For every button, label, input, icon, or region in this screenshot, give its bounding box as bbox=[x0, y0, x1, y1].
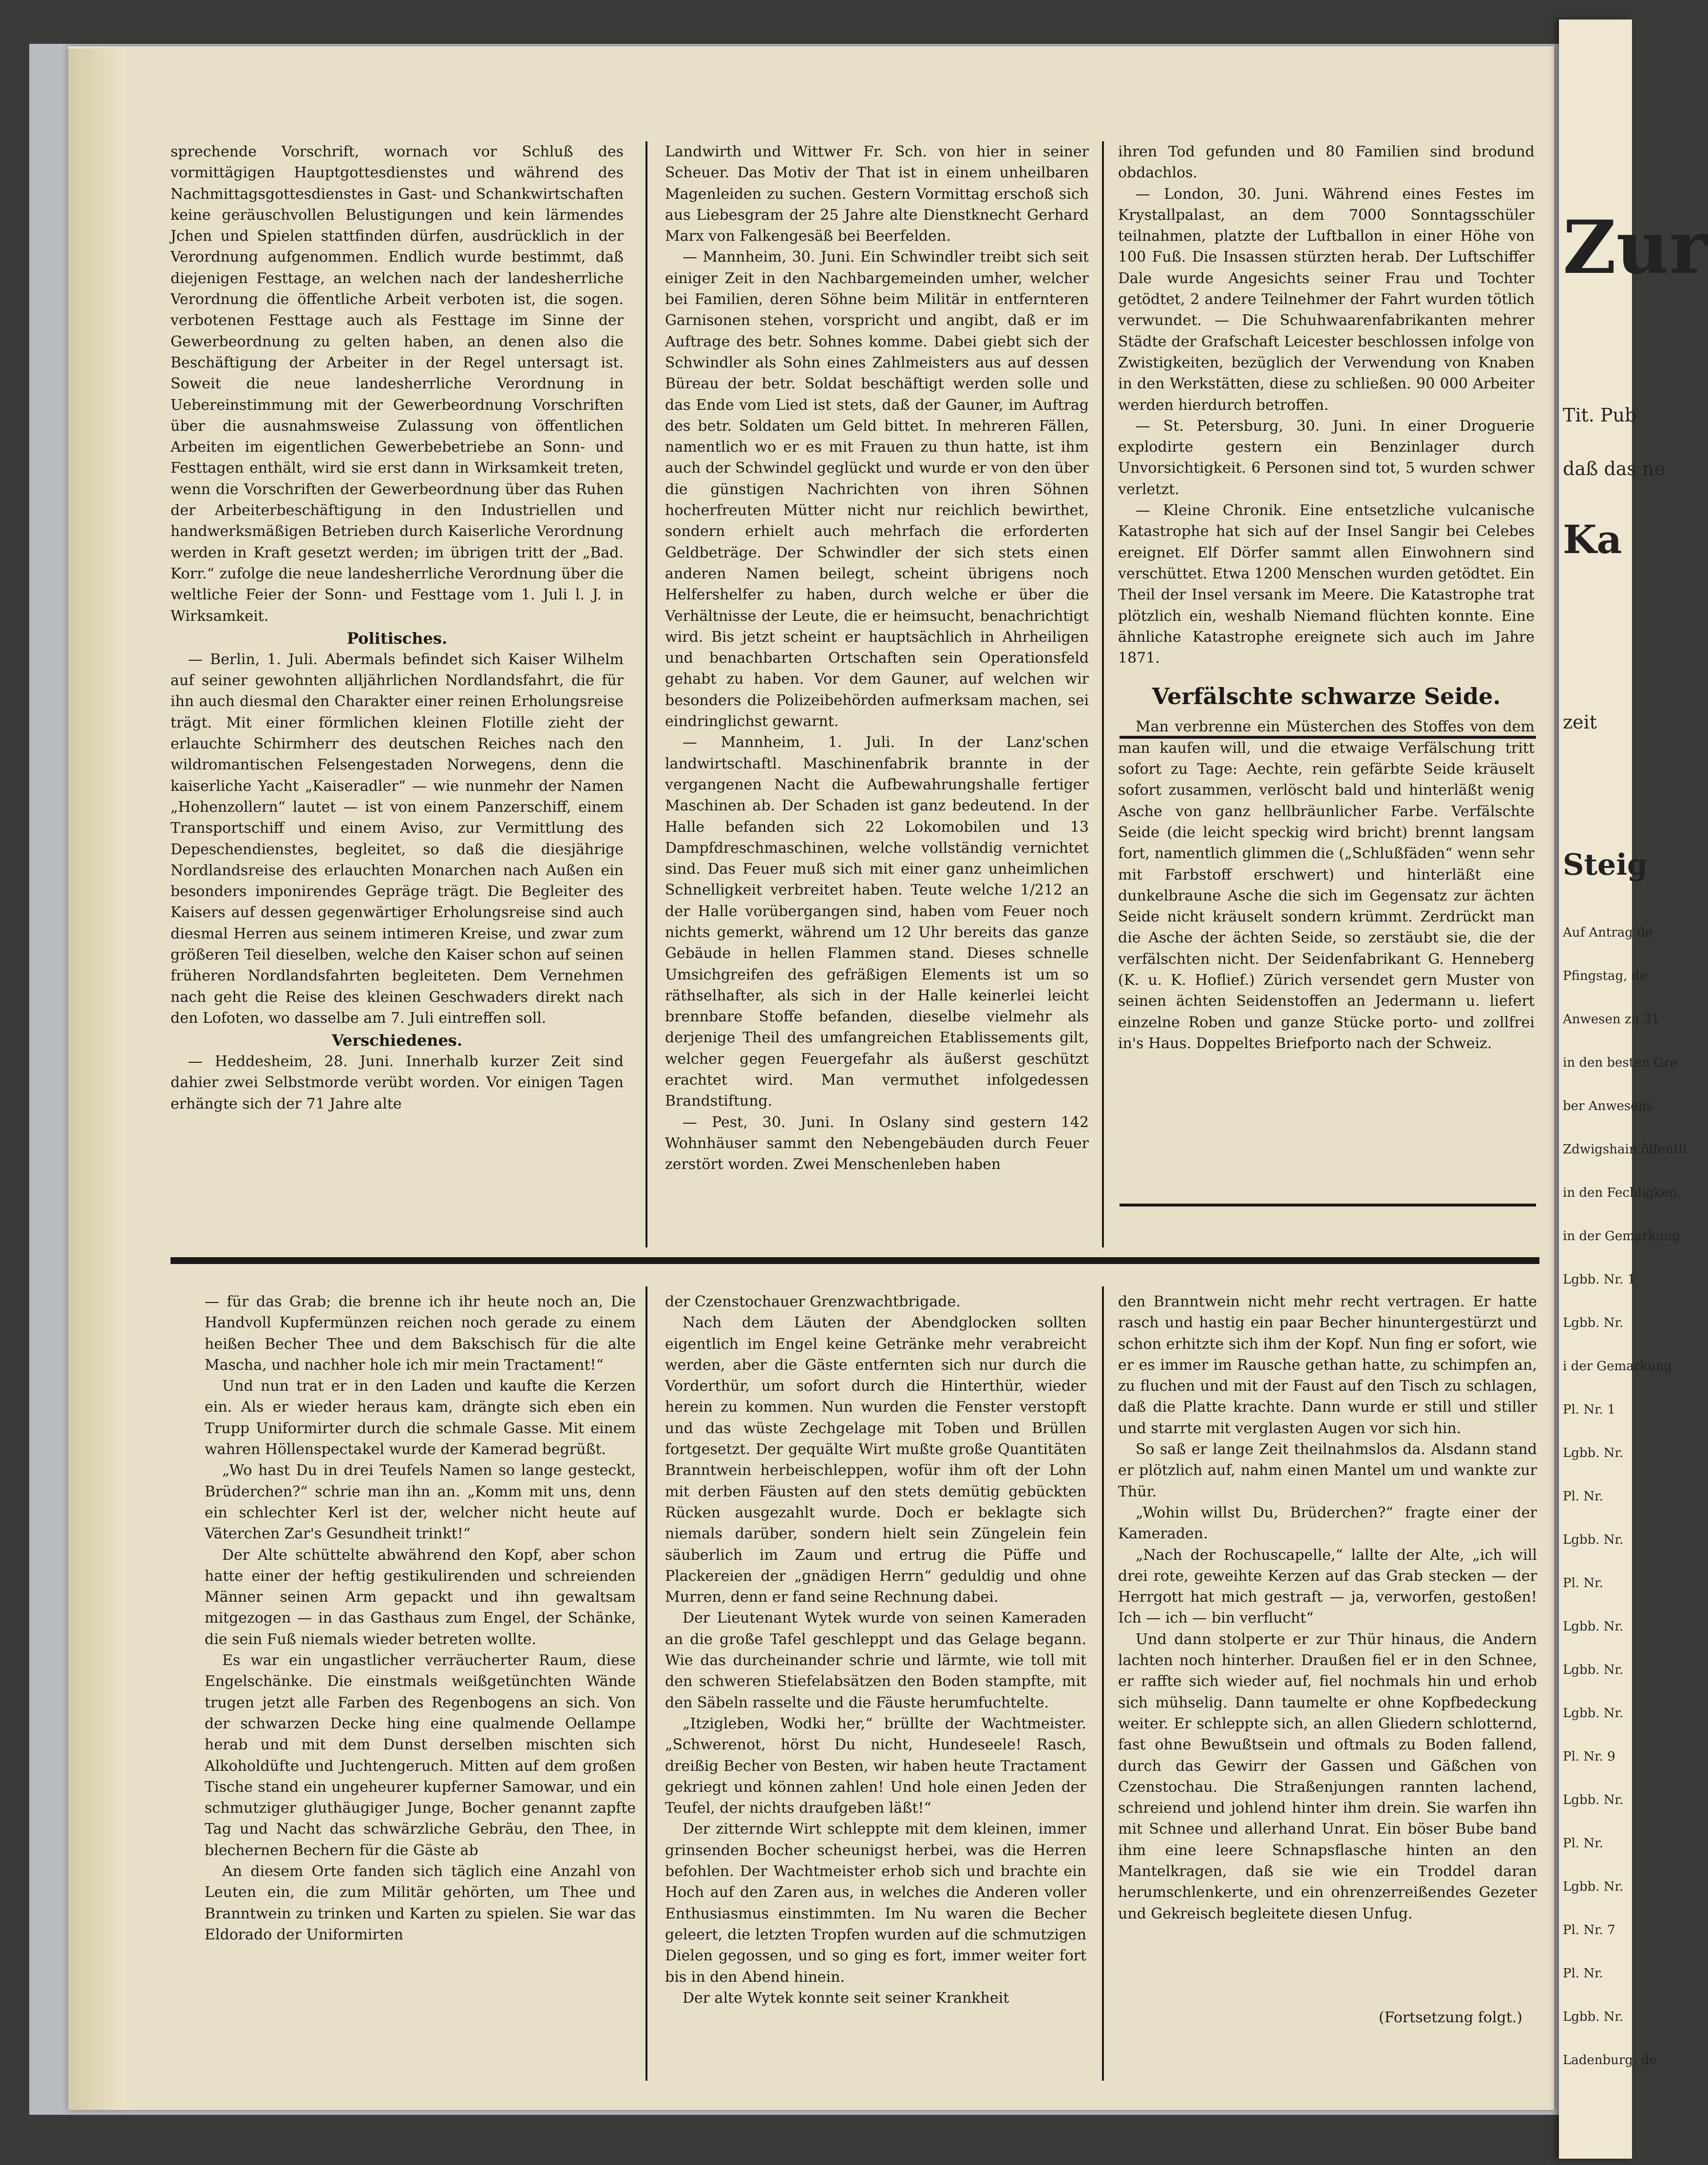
right-page-line: zeit bbox=[1563, 711, 1597, 733]
story-paragraph: An diesem Orte fanden sich täglich eine Anzahl von Leuten ein, die zum Militär gehörten, um Thee und Branntwein zu trinken und Karten zu spielen. Sie war das Eldorado der Uniformirten bbox=[205, 1863, 636, 1943]
right-page-snippet: Ladenburg, de bbox=[1563, 2053, 1657, 2068]
ad-top-rule bbox=[1120, 736, 1536, 739]
story-paragraph: So saß er lange Zeit theilnahmslos da. Alsdann stand er plötzlich auf, nahm einen Mantel um und wankte zur Thür. bbox=[1118, 1441, 1537, 1500]
right-page-snippet: Lgbb. Nr. bbox=[1563, 1663, 1624, 1677]
right-page-snippet: Auf Antrag de bbox=[1563, 925, 1653, 940]
feuilleton-column-2 bbox=[665, 1291, 1086, 2009]
right-page-snippet: Pl. Nr. bbox=[1563, 1966, 1603, 1981]
story-paragraph: Es war ein ungastlicher verräucherter Raum, diese Engelschänke. Die einstmals weißgetünchten Wände trugen jetzt alle Farben des Regenbogens an sich. Von der schwarzen Decke hing eine qualmende Oellampe herab und mit dem Dunst derselben mischten sich Alkoholdüfte und Juchtengeruch. Mitten auf dem großen Tische stand ein ungeheurer kupferner Samowar, und ein schmutziger gluthäugiger Junge, Bocher genannt zapfte Tag und Nacht das schwärzliche Gebräu, den Thee, in blechernen Bechern für die Gäste ab bbox=[205, 1652, 636, 1859]
column-rule bbox=[645, 141, 647, 1247]
right-page-snippet: in den Fechligken, bbox=[1563, 1186, 1682, 1200]
article-mannheim-fire: — Mannheim, 1. Juli. In der Lanz'schen landwirtschaftl. Maschinenfabrik brannte in der vergangenen Nacht die Aufbewahrungshalle fertiger Maschinen ab. Der Schaden ist ganz bedeutend. In der Halle befanden sich 22 Lokomobilen und 13 Dampfdreschmaschinen, welche vollständig vernichtet sind. Das Feuer muß sich mit einer ganz unheimlichen Schnelligkeit verbreitet haben. Teute welche 1/212 an der Halle vorübergangen sind, haben vom Feuer noch nichts gemerkt, während um 12 Uhr bereits das ganze Gebäude in hellen Flammen stand. Dieses schnelle Umsichgreifen des gefräßigen Elements ist um so räthselhafter, als sich in der Halle keinerlei leicht brennbare Stoffe befanden, dieselbe vielmehr als derjenige Theil des umfangreichen Etablissements gilt, welcher gegen Feuergefahr als äußerst geschützt erachtet wird. Man vermuthet infolgedessen Brandstiftung. bbox=[665, 734, 1089, 1110]
right-page-snippet: Pl. Nr. 1 bbox=[1563, 1402, 1615, 1417]
right-page-snippet: Lgbb. Nr. bbox=[1563, 1706, 1624, 1721]
ad-bottom-rule bbox=[1120, 1204, 1536, 1207]
right-page-snippet: Lgbb. Nr. bbox=[1563, 1879, 1624, 1894]
story-paragraph: Der Lieutenant Wytek wurde von seinen Kameraden an die große Tafel geschleppt und das Gelage begann. Wie das durcheinander schrie und lärmte, wie toll mit den schweren Stiefelabsätzen den Boden stampfte, mit den Säbeln rasselte und die Fäuste herumfuchtelte. bbox=[665, 1609, 1086, 1711]
story-paragraph: „Itzigleben, Wodki her,“ brüllte der Wachtmeister. „Schwerenot, hörst Du nicht, Hundeseele! Rasch, dreißig Becher von Besten, wir haben heute Tractament gekriegt und können zahlen! Und hole einen Jeden der Teufel, der nichts draufgeben läßt!“ bbox=[665, 1715, 1086, 1817]
right-page-snippet: Pl. Nr. bbox=[1563, 1836, 1603, 1851]
page-stack-edge bbox=[68, 49, 127, 2110]
story-paragraph: Der alte Wytek konnte seit seiner Krankheit bbox=[683, 1989, 1009, 2007]
article-sunday-rest: sprechende Vorschrift, wornach vor Schluß des vormittägigen Hauptgottesdienstes und während des Nachmittagsgottesdienstes in Gast- und Schankwirtschaften keine geräuschvollen Belustigungen und kein lärmendes Jchen und Spielen stattfinden dürfen, ausdrücklich in der Verordnung aufgenommen. Endlich wurde bestimmt, daß diejenigen Festtage, an welchen nach der landesherrliche Verordnung die öffentliche Arbeit verboten ist, die sogen. verbotenen Festtage auch als Festtage im Sinne der Gewerbeordnung zu gelten haben, an denen also die Beschäftigung der Arbeiter in der Regel untersagt ist. Soweit die neue landesherrliche Verordnung in Uebereinstimmung mit der Gewerbeordnung Vorschriften über die ausnahmsweise Zulassung von öffentlichen Arbeiten im eigentlichen Gewerbebetriebe an Sonn- und Festtagen enthält, wird sie erst dann in Wirksamkeit treten, wenn die Vorschriften der Gewerbeordnung über das Ruhen der Arbeiterbeschäftigung in den Industriellen und handwerksmäßigen Betrieben durch Kaiserliche Verordnung werden in Kraft gesetzt werden; im übrigen tritt der „Bad. Korr.“ zufolge die neue landesherrliche Verordnung über die weltliche Feier der Sonn- und Festtage vom 1. Juli l. J. in Wirksamkeit. bbox=[171, 143, 624, 625]
right-page-snippet: Pfingstag, de bbox=[1563, 969, 1647, 983]
story-paragraph: „Wohin willst Du, Brüderchen?“ fragte einer der Kameraden. bbox=[1118, 1504, 1537, 1543]
section-heading-politisches: Politisches. bbox=[346, 629, 448, 648]
story-paragraph: den Branntwein nicht mehr recht vertragen. Er hatte rasch und hastig ein paar Becher hinuntergestürzt und schon erhitzte sich ihm der Kopf. Nun fing er sofort, wie er es immer im Rausche gethan hatte, zu schimpfen an, zu fluchen und mit der Faust auf den Tisch zu schlagen, daß die Platte krachte. Dann wurde er still und stiller und starrte mit verglasten Augen vor sich hin. bbox=[1118, 1293, 1537, 1437]
feuilleton-column-1 bbox=[205, 1291, 636, 1945]
adjacent-page-fragment bbox=[1559, 19, 1708, 2159]
story-paragraph: „Wo hast Du in drei Teufels Namen so lange gesteckt, Brüderchen?“ schrie man ihn an. „Komm mit uns, denn ein schlechter Kerl ist der, welcher nicht heute auf Väterchen Zar's Gesundheit trinkt!“ bbox=[205, 1462, 636, 1543]
masthead-fragment: Zur bbox=[1563, 205, 1708, 290]
news-column-1 bbox=[171, 141, 624, 1114]
right-page-snippet: in der Gemarkung bbox=[1563, 1229, 1680, 1244]
right-page-heading: Steig bbox=[1563, 848, 1648, 882]
news-column-3 bbox=[1118, 141, 1535, 1054]
article-kleine-chronik: — Kleine Chronik. Eine entsetzliche vulcanische Katastrophe hat sich auf der Insel Sangir bei Celebes ereignet. Elf Dörfer sammt allen Einwohnern sind verschüttet. Etwa 1200 Menschen wurden getödtet. Ein Theil der Insel versank im Meere. Die Katastrophe trat plötzlich ein, weshalb Niemand flüchten konnte. Eine ähnliche Katastrophe ereignete sich auch im Jahre 1871. bbox=[1118, 502, 1535, 667]
article-berlin: — Berlin, 1. Juli. Abermals befindet sich Kaiser Wilhelm auf seiner gewohnten alljährlichen Nordlandsfahrt, die für ihn auch diesmal den Charakter einer reinen Erholungsreise trägt. Mit einer förmlichen kleinen Flotille zieht der erlauchte Schirmherr des deutschen Reiches nach den wildromantischen Felsengestaden Norwegens, denn die kaiserliche Yacht „Kaiseradler“ — wie nunmehr der Namen „Hohenzollern“ lautet — ist von einem Panzerschiff, einem Transportschiff und einem Aviso, zur Vermittlung des Depeschendienstes, begleitet, so daß die diesjährige Nordlandsreise des erlauchten Monarchen nach Außen ein besonders imponirendes Gepräge trägt. Die Begleiter des Kaisers auf dessen gegenwärtiger Erholungsreise sind auch diesmal Herren aus seinem intimeren Kreise, und zwar zum größeren Teil dieselben, welche den Kaiser schon auf seinen früheren Nordlandsfahrten begleiteten. Dem Vernehmen nach geht die Reise des kleinen Geschwaders direkt nach den Lofoten, wo dasselbe am 7. Juli eintreffen soll. bbox=[171, 651, 624, 1027]
ad-title: Verfälschte schwarze Seide. bbox=[1152, 683, 1501, 710]
article-heddesheim: — Heddesheim, 28. Juni. Innerhalb kurzer Zeit sind dahier zwei Selbstmorde verübt worden. Vor einigen Tagen erhängte sich der 71 Jahre alte bbox=[171, 1053, 624, 1112]
column-rule bbox=[1102, 1286, 1104, 2081]
right-page-snippet: Anwesen zu 31 bbox=[1563, 1012, 1660, 1027]
right-page-snippet: Zdwigshain öffentli bbox=[1563, 1142, 1687, 1157]
story-paragraph: Und dann stolperte er zur Thür hinaus, die Andern lachten noch hinterher. Draußen fiel er in den Schnee, er raffte sich wieder auf, fiel nochmals hin und erhob sich mühselig. Dann taumelte er ohne Kopfbedeckung weiter. Er schleppte sich, an allen Gliedern schlotternd, fast ohne Bewußtsein und oftmals zu Boden fallend, durch das Gewirr der Gassen und Gäßchen von Czenstochau. Die Straßenjungen rannten lachend, schreiend und johlend hinter ihm drein. Sie warfen ihn mit Schnee und allerhand Unrat. Ein böser Bube band ihm eine leere Schnapsflasche hinten an den Mantelkragen, daß sie wie ein Troddel daran herumschlenkerte, und ein ohrenzerreißendes Gezeter und Gekreisch begleitete diesen Unfug. bbox=[1118, 1630, 1537, 1922]
right-page-listing bbox=[1563, 911, 1687, 2082]
story-paragraph: Der Alte schüttelte abwährend den Kopf, aber schon hatte einer der heftig gestikulirenden und schreienden Männer seinen Arm gepackt und ihn gewaltsam mitgezogen — in das Gasthaus zum Engel, der Schänke, die sein Fuß niemals wieder betreten wollte. bbox=[205, 1546, 636, 1648]
feuilleton-column-3 bbox=[1118, 1291, 1537, 2028]
right-page-line: daß das ne bbox=[1563, 458, 1665, 479]
story-paragraph: Der zitternde Wirt schleppte mit dem kleinen, immer grinsenden Bocher scheunigst herbei, was die Herren befohlen. Der Wachtmeister erhob sich und brachte ein Hoch auf den Zaren aus, in welches die Anderen voller Enthusiasmus einstimmten. Im Nu waren die Becher geleert, die letzten Tropfen wurden auf die schmutzigen Dielen gegossen, und so ging es fort, immer weiter fort bis in den Abend hinein. bbox=[665, 1820, 1086, 1986]
story-paragraph: Nach dem Läuten der Abendglocken sollten eigentlich im Engel keine Getränke mehr verabreicht werden, aber die Gäste entfernten sich nur durch die Vorderthür, um sofort durch die Hinterthür, wieder herein zu kommen. Nun wurden die Fenster verstopft und das wüste Zechgelage mit Toben und Brüllen fortgesetzt. Der gequälte Wirt mußte große Quantitäten Branntwein herbeischleppen, wofür ihm oft der Lohn mit derben Fäusten auf den stets demütig gebückten Rücken ausgezahlt wurde. Doch er beklagte sich niemals darüber, sondern hielt sein Züngelein fein säuberlich im Zaum und ertrug die Püffe und Plackereien der „gnädigen Herrn“ geduldig und ohne Murren, denn er fand seine Rechnung dabei. bbox=[665, 1314, 1086, 1606]
right-page-line: Tit. Pub bbox=[1563, 404, 1637, 426]
right-page-snippet: Pl. Nr. bbox=[1563, 1576, 1603, 1590]
story-paragraph: Und nun trat er in den Laden und kaufte die Kerzen ein. Als er wieder heraus kam, drängte sich eben ein Trupp Uniformirter durch die schmale Gasse. Mit einem wahren Höllenspectakel wurde der Kamerad begrüßt. bbox=[205, 1378, 636, 1458]
right-page-snippet: Lgbb. Nr. bbox=[1563, 1446, 1624, 1460]
article-st-petersburg: — St. Petersburg, 30. Juni. In einer Droguerie explodirte gestern ein Benzinlager durch Unvorsichtigkeit. 6 Personen sind tot, 5 wurden schwer verletzt. bbox=[1118, 417, 1535, 498]
article-heddesheim-cont: Landwirth und Wittwer Fr. Sch. von hier in seiner Scheuer. Das Motiv der That ist in einem unheilbaren Magenleiden zu suchen. Gestern Vormittag erschoß sich aus Liebesgram der 25 Jahre alte Dienstknecht Gerhard Marx von Falkengesäß bei Beerfelden. bbox=[665, 143, 1089, 245]
right-page-heading: Ka bbox=[1563, 517, 1622, 562]
story-paragraph: der Czenstochauer Grenzwachtbrigade. bbox=[665, 1293, 961, 1310]
article-london: — London, 30. Juni. Während eines Festes im Krystallpalast, an dem 7000 Sonntagsschüler teilnahmen, platzte der Luftballon in einer Höhe von 100 Fuß. Die Insassen stürzten herab. Der Luftschiffer Dale wurde Angesichts seiner Frau und Tochter getödtet, 2 andere Teilnehmer der Fahrt wurden tötlich verwundet. — Die Schuhwaarenfabrikanten mehrer Städte der Grafschaft Leicester beschlossen infolge von Zwistigkeiten, bezüglich der Verwendung von Knaben in den Werkstätten, diese zu schließen. 90 000 Arbeiter werden hierdurch betroffen. bbox=[1118, 185, 1535, 414]
continuation-note: (Fortsetzung folgt.) bbox=[1379, 2009, 1522, 2026]
feuilleton-separator bbox=[171, 1257, 1539, 1264]
right-page-snippet: Lgbb. Nr. bbox=[1563, 1533, 1624, 1547]
right-page-snippet: Pl. Nr. 7 bbox=[1563, 1923, 1615, 1937]
article-pest-cont: ihren Tod gefunden und 80 Familien sind brodund obdachlos. bbox=[1118, 143, 1535, 182]
right-page-snippet: Lgbb. Nr. bbox=[1563, 2010, 1624, 2024]
right-page-snippet: Lgbb. Nr. 1 bbox=[1563, 1272, 1636, 1287]
story-paragraph: „Nach der Rochuscapelle,“ lallte der Alte, „ich will drei rote, geweihte Kerzen auf das Grab stecken — der Herrgott hat mich gestraft — ja, verworfen, gestoßen! Ich — ich — bin verflucht“ bbox=[1118, 1546, 1537, 1627]
news-column-2 bbox=[665, 141, 1089, 1175]
ad-body: Man verbrenne ein Müsterchen des Stoffes von dem man kaufen will, und die etwaige Verfälschung tritt sofort zu Tage: Aechte, rein gefärbte Seide kräuselt sofort zusammen, verlöscht bald und hinterläßt wenig Asche von ganz hellbräunlicher Farbe. Verfälschte Seide (die leicht speckig wird bricht) brennt langsam fort, namentlich glimmen die („Schlußfäden“ wenn sehr mit Farbstoff erschwert) und hinterläßt eine dunkelbraune Asche die sich im Gegensatz zur ächten Seide nicht kräuselt sondern krümmt. Zerdrückt man die Asche der ächten Seide, so zerstäubt sie, die der verfälschten nicht. Der Seidenfabrikant G. Henneberg (K. u. K. Hoflief.) Zürich versendet gern Muster von seinen ächten Seidenstoffen an Jedermann u. liefert einzelne Roben und ganze Stücke porto- und zollfrei in's Haus. Doppeltes Briefporto nach der Schweiz. bbox=[1118, 718, 1535, 1052]
right-page-snippet: Pl. Nr. bbox=[1563, 1489, 1603, 1504]
article-mannheim-swindler: — Mannheim, 30. Juni. Ein Schwindler treibt sich seit einiger Zeit in den Nachbargemeinden umher, welcher bei Familien, deren Söhne beim Militär in entfernteren Garnisonen stehen, vorspricht und angibt, daß er im Auftrage des betr. Sohnes komme. Dabei giebt sich der Schwindler als Sohn eines Zahlmeisters aus auf dessen Büreau der betr. Soldat beschäftigt werden solle und das Ende vom Lied ist stets, daß der Gauner, im Auftrag des betr. Soldaten um Geld bittet. In mehreren Fällen, namentlich wo er es mit Frauen zu thun hatte, ist ihm auch der Schwindel geglückt und wurde er von den über die günstigen Nachrichten von ihren Söhnen hocherfreuten Mütter nicht nur reichlich bewirthet, sondern erhielt auch mehrfach die erforderten Geldbeträge. Der Schwindler der sich stets einen anderen Namen beilegt, scheint übrigens noch Helfershelfer zu haben, durch welche er über die Verhältnisse der Leute, die er heimsucht, benachrichtigt wird. Bis jetzt scheint er hauptsächlich in Ahrheiligen und benachbarten Ortschaften sein Operationsfeld gehabt zu haben. Vor dem Gauner, auf welchen wir besonders die Polizeibehörden aufmerksam machen, sei eindringlichst gewarnt. bbox=[665, 249, 1089, 730]
right-page-snippet: ber Anwesens bbox=[1563, 1099, 1653, 1113]
right-page-snippet: in den besten Gre bbox=[1563, 1055, 1678, 1070]
column-rule bbox=[645, 1286, 647, 2081]
right-page-snippet: i der Gemarkung bbox=[1563, 1359, 1672, 1374]
right-page-snippet: Pl. Nr. 9 bbox=[1563, 1749, 1615, 1764]
right-page-snippet: Lgbb. Nr. bbox=[1563, 1316, 1624, 1330]
right-page-snippet: Lgbb. Nr. bbox=[1563, 1619, 1624, 1634]
story-paragraph: — für das Grab; die brenne ich ihr heute noch an, Die Handvoll Kupfermünzen reichen noch gerade zu einem heißen Becher Thee und dem Bakschisch für die alte Mascha, und nachher hole ich mir mein Tractament!“ bbox=[205, 1293, 636, 1374]
right-page-snippet: Lgbb. Nr. bbox=[1563, 1793, 1624, 1807]
article-pest: — Pest, 30. Juni. In Oslany sind gestern 142 Wohnhäuser sammt den Nebengebäuden durch Feuer zerstört worden. Zwei Menschenleben haben bbox=[665, 1113, 1089, 1173]
section-heading-verschiedenes: Verschiedenes. bbox=[332, 1031, 462, 1050]
column-rule bbox=[1102, 141, 1104, 1247]
